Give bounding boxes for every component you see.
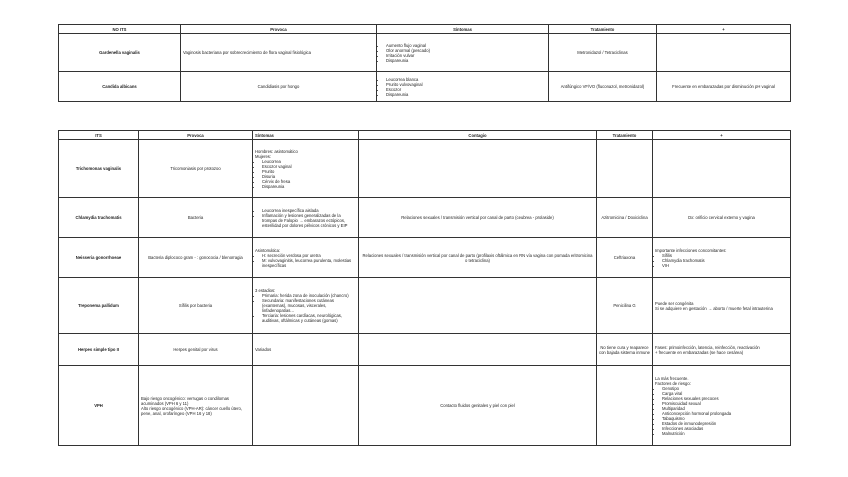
- row-sintomas: [253, 140, 359, 198]
- row-tratamiento: Azitromicina / Doxiciclina: [597, 198, 653, 238]
- sintoma-item: • Dispareunia: [386, 58, 546, 63]
- row-tratamiento: No tiene cura y reaparece con bajada sistema inmune: [597, 334, 653, 366]
- row-provoca: Tricomoniasis por protozoo: [139, 140, 253, 198]
- extra-item: • Promiscuidad sexual: [662, 401, 788, 406]
- table-row: [59, 34, 791, 72]
- row-extra: [653, 140, 791, 198]
- extra-item: • VIH: [662, 263, 788, 268]
- table-its: [58, 130, 791, 446]
- row-contagio: Contacto fluidos genitales y piel con piel: [359, 366, 597, 446]
- row-extra: Puede ser congénita Si se adquiere en gestación → aborto / muerte fetal intrauterina: [653, 278, 791, 334]
- header-tratamiento: Tratamiento: [597, 131, 653, 140]
- table-no-its: [58, 24, 791, 102]
- row-sintomas: [377, 72, 549, 102]
- sintoma-item: • Terciaria: lesiones cardíacas, neurológicas, auditivas, oftálmicas y cutáneas (gomas): [262, 313, 356, 323]
- row-extra: [657, 34, 791, 72]
- row-provoca: Bacteria: [139, 198, 253, 238]
- sintoma-item: • Primaria: herida zona de inoculación (chancro): [262, 293, 356, 298]
- row-tratamiento: Metronidazol / Tetraciclinas: [549, 34, 657, 72]
- extra-intro: Importante infecciones concomitantes:: [655, 247, 727, 253]
- sintoma-item: • Aumento flujo vaginal: [386, 43, 546, 48]
- row-name: VPH: [59, 366, 139, 446]
- row-sintomas: [253, 198, 359, 238]
- table-header-row: [59, 131, 791, 140]
- sintoma-item: • Irritación vulvar: [386, 53, 546, 58]
- extra-item: • Relaciones sexuales precoces: [662, 396, 788, 401]
- table-row: [59, 366, 791, 446]
- header-tratamiento: Tratamiento: [549, 25, 657, 34]
- sintoma-item: • Leucorrea inespecífica aislada: [262, 208, 356, 213]
- header-provoca: Provoca: [139, 131, 253, 140]
- header-no-its: NO ITS: [59, 25, 181, 34]
- sintoma-item: • Inflamación y lesiones generalizadas de la trompas de Falopio → embarazos ectópicos, esterilidad por dolores pélvicos crónicos y EIP: [262, 213, 356, 228]
- sintoma-item: • Leucorrea blanca: [386, 77, 546, 82]
- sintomas-intro: 3 estadios:: [255, 288, 276, 293]
- sintoma-item: • Leucorrea: [262, 159, 356, 164]
- row-extra: Frecuente en embarazadas por disminución pH vaginal: [657, 72, 791, 102]
- sintoma-item: • Disuria: [262, 174, 356, 179]
- table-row: [59, 198, 791, 238]
- row-provoca: Herpes genital por virus: [139, 334, 253, 366]
- extra-item: • Carga viral: [662, 391, 788, 396]
- row-sintomas: [253, 238, 359, 278]
- sintoma-item: • Secundaria: manifestaciones cutáneas (exantemas), mucosas, viscerales, linfadenopatías...: [262, 298, 356, 313]
- sintoma-item: • Cérvix de fresa: [262, 179, 356, 184]
- row-contagio: [359, 278, 597, 334]
- row-name: Gardenella vaginalis: [59, 34, 181, 72]
- table-row: [59, 140, 791, 198]
- sintoma-item: • Dispareunia: [262, 184, 356, 189]
- row-extra: Dx: orificio cervical externo y vagina: [653, 198, 791, 238]
- extra-item: • Malnutrición: [662, 431, 788, 436]
- row-provoca: Sífilis por bacteria: [139, 278, 253, 334]
- row-tratamiento: [597, 140, 653, 198]
- table-row: [59, 278, 791, 334]
- row-extra: [653, 238, 791, 278]
- sintoma-item: • H: secreción verdosa por uretra: [262, 253, 356, 258]
- row-sintomas: [377, 34, 549, 72]
- row-extra: Fases: primoinfección, latencia, reinfección, reactivación + frecuente en embarazadas (se hace cesárea): [653, 334, 791, 366]
- row-provoca: Bacteria diplococo gram - : gonococia / blenorragia: [139, 238, 253, 278]
- row-sintomas: Variados: [253, 334, 359, 366]
- extra-intro: La más frecuente. Factores de riesgo:: [655, 375, 691, 386]
- row-provoca: Candidiasis por hongo: [181, 72, 377, 102]
- extra-item: • Anticoncepción hormonal prolongada: [662, 411, 788, 416]
- row-sintomas: [253, 278, 359, 334]
- row-contagio: [359, 334, 597, 366]
- extra-item: • Sífilis: [662, 253, 788, 258]
- sintoma-item: • Dispareunia: [386, 92, 546, 97]
- row-tratamiento: Penicilina G: [597, 278, 653, 334]
- table-row: [59, 334, 791, 366]
- header-provoca: Provoca: [181, 25, 377, 34]
- row-provoca: Bajo riesgo oncogénico: verrugas o condilomas acuminados (VPH 6 y 11) Alto riesgo oncogénico (VPH-AR): cáncer cuello útero, pene, anal, orofaríngeo (VPH 16 y 18): [139, 366, 253, 446]
- row-name: Trichomonas vaginalis: [59, 140, 139, 198]
- header-sintomas: Síntomas: [377, 25, 549, 34]
- extra-item: • Genotipo: [662, 386, 788, 391]
- table-row: [59, 238, 791, 278]
- header-contagio: Contagio: [359, 131, 597, 140]
- row-contagio: Relaciones sexuales / transmisión vertical por canal de parto (ceubrea - prolaside): [359, 198, 597, 238]
- row-name: Neisseria gonorrhoeae: [59, 238, 139, 278]
- row-sintomas: [253, 366, 359, 446]
- sintoma-item: • Olor anormal (pescado): [386, 48, 546, 53]
- row-name: Chlamydia trachomatis: [59, 198, 139, 238]
- row-name: Herpes simple tipo II: [59, 334, 139, 366]
- sintoma-item: • Escozor: [386, 87, 546, 92]
- extra-item: • Infecciones asociadas: [662, 426, 788, 431]
- extra-item: • Chlamydia trachomatis: [662, 258, 788, 263]
- sintomas-intro: Hombres: asintomático: [255, 148, 298, 154]
- row-tratamiento: [597, 366, 653, 446]
- header-its: ITS: [59, 131, 139, 140]
- row-provoca: Vaginosis bacteriana por sobrecrecimiento de flora vaginal fisiológica: [181, 34, 377, 72]
- row-extra: [653, 366, 791, 446]
- header-extra: +: [657, 25, 791, 34]
- row-tratamiento: Antifúngico VF/VO (fluconazol, metronidazol): [549, 72, 657, 102]
- table-row: [59, 72, 791, 102]
- sintoma-item: • Prurito: [262, 169, 356, 174]
- header-sintomas: Síntomas: [253, 131, 359, 140]
- extra-item: • Multiparidad: [662, 406, 788, 411]
- row-contagio: [359, 140, 597, 198]
- extra-item: • Tabaquismo: [662, 416, 788, 421]
- table-header-row: [59, 25, 791, 34]
- sintomas-intro: Mujeres:: [255, 153, 272, 159]
- header-extra: +: [653, 131, 791, 140]
- sintoma-item: • M: vulvovaginitis, leucorrea purulenta, molestias inespecíficas: [262, 258, 356, 268]
- row-name: Candida albicans: [59, 72, 181, 102]
- sintomas-intro: Asintomática:: [255, 247, 281, 253]
- row-name: Treponema pallidum: [59, 278, 139, 334]
- sintoma-item: • Prurito vulvovaginal: [386, 82, 546, 87]
- row-tratamiento: Ceftriaxona: [597, 238, 653, 278]
- extra-item: • Estados de inmunodepresión: [662, 421, 788, 426]
- sintoma-item: • Escozor vaginal: [262, 164, 356, 169]
- row-contagio: Relaciones sexuales / transmisión vertical por canal de parto (profilaxis oftálmica en RN vía vagina con pomada eritromicina o tetraciclina): [359, 238, 597, 278]
